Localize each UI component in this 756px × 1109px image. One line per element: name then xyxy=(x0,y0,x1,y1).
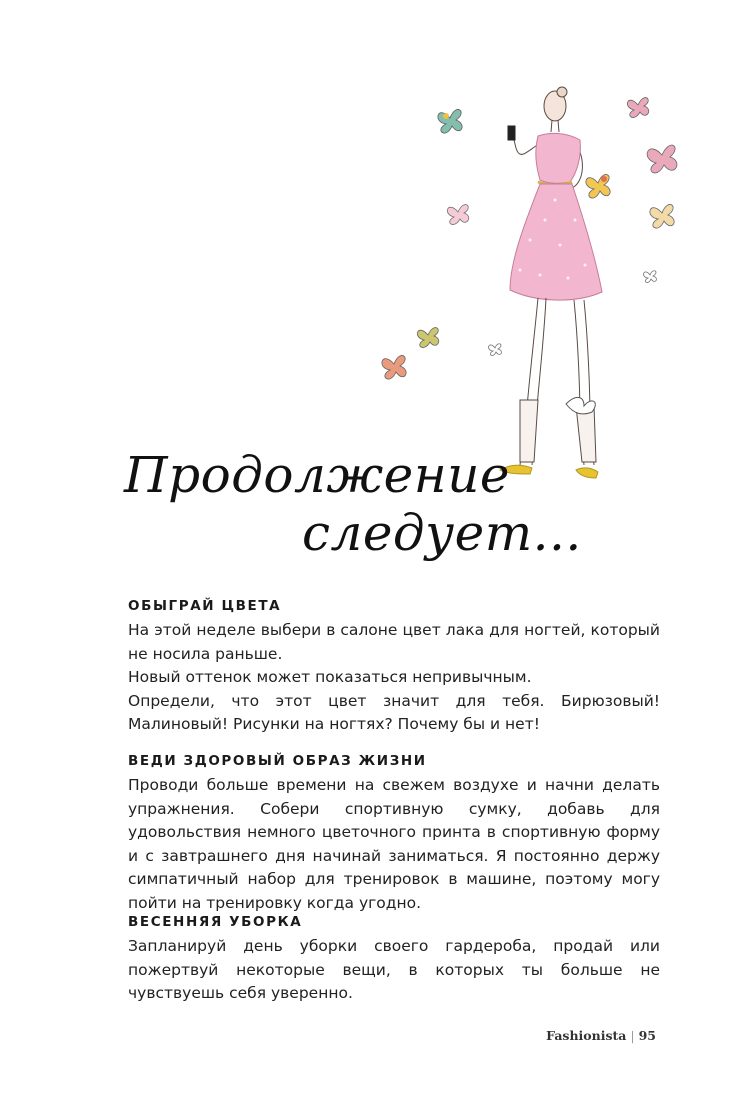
page-title-line-2: следует... xyxy=(302,504,582,562)
butterfly-icon xyxy=(489,344,502,356)
book-title: Fashionista xyxy=(546,1028,627,1043)
section-paragraph: На этой неделе выбери в салоне цвет лака для ногтей, который не носила раньше. xyxy=(128,621,660,663)
page-title-line-1: Продолжение xyxy=(124,446,510,504)
butterfly-icon xyxy=(438,109,462,133)
section-heading: ВЕДИ ЗДОРОВЫЙ ОБРАЗ ЖИЗНИ xyxy=(128,753,427,769)
butterfly-icon xyxy=(647,145,677,173)
butterfly-icon xyxy=(650,204,674,228)
section-healthy-lifestyle xyxy=(128,752,660,915)
butterfly-icon xyxy=(447,205,468,225)
section-heading: ОБЫГРАЙ ЦВЕТА xyxy=(128,598,282,614)
footer-separator: | xyxy=(630,1028,635,1043)
section-paragraph: Новый оттенок может показаться непривычным. xyxy=(128,668,532,686)
section-paragraph: Проводи больше времени на свежем воздухе и начни делать упражнения. Собери спортивную сумку, добавь для удовольствия немного цветочного принта в спортивную форму и с завтрашнего дня начинай заниматься. Я постоянно держу симпатичный набор для тренировок в машине, поэтому могу пойти на тренировку когда угодно. xyxy=(128,776,660,912)
section-paragraph: Определи, что этот цвет значит для тебя. Бирюзовый! Малиновый! Рисунки на ногтях? Почему бы и нет! xyxy=(128,691,660,733)
section-heading: ВЕСЕННЯЯ УБОРКА xyxy=(128,914,303,930)
section-paragraph: Запланируй день уборки своего гардероба, продай или пожертвуй некоторые вещи, в которых ты больше не чувствуешь себя уверенно. xyxy=(128,937,660,1002)
butterfly-icon xyxy=(627,98,648,118)
woman-figure xyxy=(500,87,602,478)
butterfly-icon xyxy=(586,174,610,198)
butterfly-icon xyxy=(382,355,406,379)
butterfly-icon xyxy=(644,271,657,283)
section-play-with-colors xyxy=(128,597,660,737)
page-footer xyxy=(520,1028,656,1043)
page-number: 95 xyxy=(638,1028,656,1043)
butterfly-icon xyxy=(417,328,438,348)
fashion-illustration xyxy=(370,70,700,490)
section-spring-cleaning xyxy=(128,913,660,1006)
